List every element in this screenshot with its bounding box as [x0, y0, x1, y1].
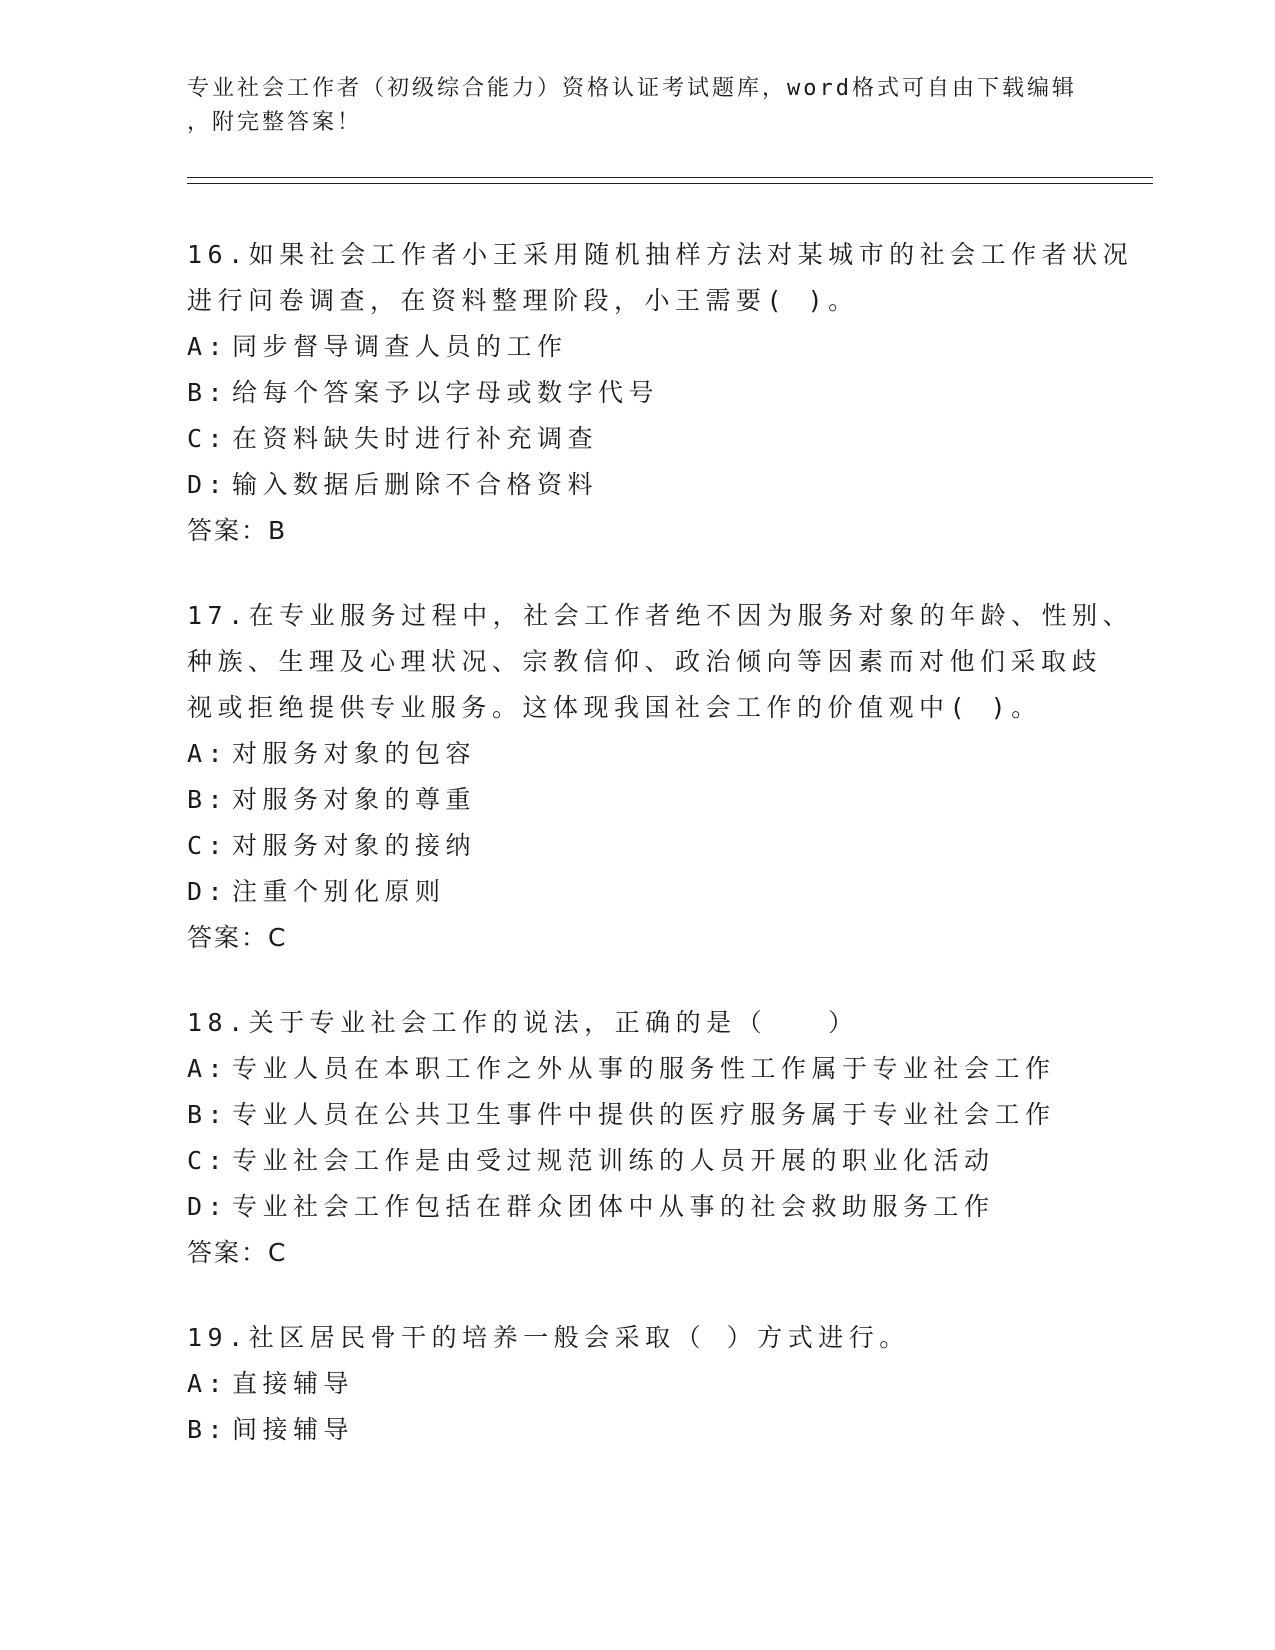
option-d [187, 462, 1087, 508]
option-a [187, 1361, 1087, 1407]
option-b [187, 370, 1087, 416]
question-text: 19.社区居民骨干的培养一般会采取（ ）方式进行。 [187, 1323, 910, 1352]
option-letter: B: [187, 1100, 229, 1129]
option-text: 专业人员在公共卫生事件中提供的医疗服务属于专业社会工作 [232, 1100, 1056, 1129]
question-text: 种族、生理及心理状况、宗教信仰、政治倾向等因素而对他们采取歧 [187, 647, 1103, 676]
option-text: 直接辅导 [232, 1369, 355, 1398]
document-header [187, 72, 1087, 140]
option-text: 注重个别化原则 [232, 877, 446, 906]
option-b [187, 1092, 1087, 1138]
option-letter: C: [187, 1146, 229, 1175]
option-letter: D: [187, 470, 229, 499]
option-a [187, 731, 1087, 777]
option-letter: D: [187, 1192, 229, 1221]
answer: 答案：C [187, 923, 288, 952]
option-text: 专业社会工作是由受过规范训练的人员开展的职业化活动 [232, 1146, 995, 1175]
question-text: 18.关于专业社会工作的说法，正确的是（ ） [187, 1008, 859, 1037]
option-a [187, 324, 1087, 370]
option-c [187, 823, 1087, 869]
option-letter: A: [187, 739, 229, 768]
question-text: 16.如果社会工作者小王采用随机抽样方法对某城市的社会工作者状况 [187, 240, 1134, 269]
header-divider [187, 183, 1153, 184]
option-c [187, 1138, 1087, 1184]
question-16 [187, 232, 1134, 554]
option-b [187, 777, 1087, 823]
option-text: 对服务对象的包容 [232, 739, 477, 768]
question-19 [187, 1315, 1087, 1453]
option-letter: B: [187, 378, 229, 407]
option-d [187, 1184, 1087, 1230]
question-18 [187, 1000, 1087, 1276]
option-text: 给每个答案予以字母或数字代号 [232, 378, 660, 407]
header-line: ，附完整答案！ [187, 110, 363, 135]
header-line: 专业社会工作者（初级综合能力）资格认证考试题库，word格式可自由下载编辑 [187, 76, 1077, 101]
option-a [187, 1046, 1087, 1092]
option-letter: B: [187, 1415, 229, 1444]
option-text: 对服务对象的接纳 [232, 831, 477, 860]
option-text: 间接辅导 [232, 1415, 355, 1444]
option-letter: A: [187, 1054, 229, 1083]
option-letter: D: [187, 877, 229, 906]
question-17 [187, 593, 1134, 961]
question-text: 视或拒绝提供专业服务。这体现我国社会工作的价值观中( )。 [187, 693, 1042, 722]
option-text: 同步督导调查人员的工作 [232, 332, 568, 361]
option-text: 输入数据后删除不合格资料 [232, 470, 599, 499]
option-letter: B: [187, 785, 229, 814]
option-text: 专业人员在本职工作之外从事的服务性工作属于专业社会工作 [232, 1054, 1056, 1083]
option-text: 专业社会工作包括在群众团体中从事的社会救助服务工作 [232, 1192, 995, 1221]
option-text: 对服务对象的尊重 [232, 785, 477, 814]
option-letter: C: [187, 831, 229, 860]
option-b [187, 1407, 1087, 1453]
option-letter: A: [187, 1369, 229, 1398]
option-d [187, 869, 1087, 915]
option-text: 在资料缺失时进行补充调查 [232, 424, 599, 453]
question-text: 进行问卷调查，在资料整理阶段，小王需要( )。 [187, 286, 859, 315]
header-divider [187, 177, 1153, 178]
question-list [187, 232, 1134, 1492]
question-text: 17.在专业服务过程中，社会工作者绝不因为服务对象的年龄、性别、 [187, 601, 1134, 630]
answer: 答案：C [187, 1238, 288, 1267]
option-letter: A: [187, 332, 229, 361]
answer: 答案：B [187, 516, 288, 545]
option-c [187, 416, 1087, 462]
option-letter: C: [187, 424, 229, 453]
